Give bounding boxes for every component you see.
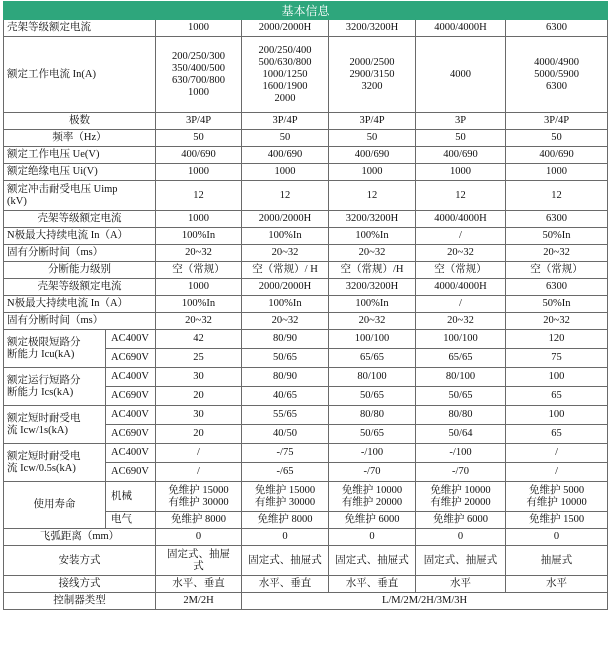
value-cell: 3200/3200H bbox=[329, 20, 416, 37]
value-cell: -/65 bbox=[242, 463, 329, 482]
sub-label: 机械 bbox=[106, 482, 156, 512]
value-cell: 120 bbox=[506, 330, 608, 349]
table-row bbox=[4, 130, 608, 147]
row-label: N极最大持续电流 In（A） bbox=[4, 228, 156, 245]
value-cell: 免维护 6000 bbox=[329, 512, 416, 529]
value-cell: 空（常规）/H bbox=[329, 262, 416, 279]
spec-table bbox=[3, 1, 608, 610]
row-label: 极数 bbox=[4, 113, 156, 130]
value-cell: 100%In bbox=[156, 296, 242, 313]
value-cell: 50 bbox=[242, 130, 329, 147]
value-cell: / bbox=[416, 228, 506, 245]
table-row bbox=[4, 181, 608, 211]
value-cell: 6300 bbox=[506, 279, 608, 296]
value-cell: 空（常规）/ H bbox=[242, 262, 329, 279]
row-label: 接线方式 bbox=[4, 576, 156, 593]
value-cell: 100/100 bbox=[329, 330, 416, 349]
sub-label: AC690V bbox=[106, 425, 156, 444]
value-cell: 水平 bbox=[506, 576, 608, 593]
value-cell: 免维护 15000 有维护 30000 bbox=[156, 482, 242, 512]
sub-label: AC400V bbox=[106, 406, 156, 425]
value-cell: / bbox=[506, 444, 608, 463]
value-cell: 65 bbox=[506, 425, 608, 444]
value-cell: 20~32 bbox=[242, 245, 329, 262]
value-cell: 0 bbox=[416, 529, 506, 546]
table-row bbox=[4, 482, 608, 512]
table-row bbox=[4, 147, 608, 164]
value-cell: 3P/4P bbox=[156, 113, 242, 130]
value-cell: 100%In bbox=[242, 296, 329, 313]
value-cell: 30 bbox=[156, 368, 242, 387]
value-cell: 12 bbox=[156, 181, 242, 211]
value-cell: 200/250/300 350/400/500 630/700/800 1000 bbox=[156, 37, 242, 113]
row-label: 固有分断时间（ms） bbox=[4, 313, 156, 330]
value-cell: 1000 bbox=[416, 164, 506, 181]
value-cell: 80/90 bbox=[242, 330, 329, 349]
value-cell: 100%In bbox=[329, 296, 416, 313]
sub-label: AC400V bbox=[106, 330, 156, 349]
value-cell: 50 bbox=[156, 130, 242, 147]
value-cell: 4000/4000H bbox=[416, 279, 506, 296]
value-cell: 50 bbox=[506, 130, 608, 147]
row-label: 壳架等级额定电流 bbox=[4, 279, 156, 296]
table-row bbox=[4, 164, 608, 181]
value-cell: 2000/2000H bbox=[242, 279, 329, 296]
row-label: 分断能力级别 bbox=[4, 262, 156, 279]
value-cell: 400/690 bbox=[242, 147, 329, 164]
value-cell: 水平 bbox=[416, 576, 506, 593]
value-cell: 12 bbox=[506, 181, 608, 211]
value-cell: 50/65 bbox=[242, 349, 329, 368]
row-label: 壳架等级额定电流 bbox=[4, 211, 156, 228]
value-cell: 1000 bbox=[506, 164, 608, 181]
table-row bbox=[4, 444, 608, 463]
value-cell: 80/100 bbox=[329, 368, 416, 387]
value-cell: 12 bbox=[242, 181, 329, 211]
row-label: 频率（Hz） bbox=[4, 130, 156, 147]
row-label: 额定绝缘电压 Ui(V) bbox=[4, 164, 156, 181]
value-cell: 100 bbox=[506, 406, 608, 425]
value-cell: 水平、垂直 bbox=[156, 576, 242, 593]
value-cell: 65 bbox=[506, 387, 608, 406]
table-row bbox=[4, 245, 608, 262]
sub-label: AC400V bbox=[106, 368, 156, 387]
value-cell: 80/90 bbox=[242, 368, 329, 387]
value-cell: 免维护 6000 bbox=[416, 512, 506, 529]
table-row bbox=[4, 576, 608, 593]
controller-value: L/M/2M/2H/3M/3H bbox=[242, 593, 608, 610]
row-label: 额定工作电流 In(A) bbox=[4, 37, 156, 113]
value-cell: 固定式、抽屉式 bbox=[242, 546, 329, 576]
controller-value: 2M/2H bbox=[156, 593, 242, 610]
value-cell: 20~32 bbox=[156, 313, 242, 330]
value-cell: 50%In bbox=[506, 296, 608, 313]
table-row bbox=[4, 330, 608, 349]
value-cell: 65/65 bbox=[329, 349, 416, 368]
group-label: 额定极限短路分 断能力 Icu(kA) bbox=[4, 330, 106, 368]
row-label: 壳架等级额定电流 bbox=[4, 20, 156, 37]
value-cell: 1000 bbox=[329, 164, 416, 181]
value-cell: 80/80 bbox=[416, 406, 506, 425]
value-cell: 1000 bbox=[156, 164, 242, 181]
value-cell: 50/65 bbox=[329, 425, 416, 444]
value-cell: 0 bbox=[506, 529, 608, 546]
value-cell: 20~32 bbox=[329, 245, 416, 262]
group-label: 额定短时耐受电 流 Icw/1s(kA) bbox=[4, 406, 106, 444]
value-cell: 空（常规） bbox=[156, 262, 242, 279]
table-row bbox=[4, 228, 608, 245]
value-cell: 2000/2000H bbox=[242, 211, 329, 228]
value-cell: 0 bbox=[242, 529, 329, 546]
value-cell: 2000/2000H bbox=[242, 20, 329, 37]
value-cell: 30 bbox=[156, 406, 242, 425]
value-cell: 20 bbox=[156, 387, 242, 406]
value-cell: / bbox=[156, 463, 242, 482]
value-cell: 25 bbox=[156, 349, 242, 368]
row-label: 额定工作电压 Ue(V) bbox=[4, 147, 156, 164]
table-row bbox=[4, 20, 608, 37]
value-cell: 12 bbox=[416, 181, 506, 211]
value-cell: 6300 bbox=[506, 20, 608, 37]
value-cell: 2000/2500 2900/3150 3200 bbox=[329, 37, 416, 113]
value-cell: 1000 bbox=[156, 279, 242, 296]
value-cell: 80/100 bbox=[416, 368, 506, 387]
value-cell: / bbox=[416, 296, 506, 313]
row-label: 安装方式 bbox=[4, 546, 156, 576]
table-row bbox=[4, 279, 608, 296]
table-row bbox=[4, 546, 608, 576]
value-cell: 20~32 bbox=[242, 313, 329, 330]
value-cell: 水平、垂直 bbox=[329, 576, 416, 593]
value-cell: 免维护 1500 bbox=[506, 512, 608, 529]
table-row bbox=[4, 37, 608, 113]
value-cell: 免维护 8000 bbox=[242, 512, 329, 529]
value-cell: 100%In bbox=[242, 228, 329, 245]
value-cell: 免维护 15000 有维护 30000 bbox=[242, 482, 329, 512]
value-cell: 空（常规） bbox=[416, 262, 506, 279]
value-cell: 200/250/400 500/630/800 1000/1250 1600/1900 2000 bbox=[242, 37, 329, 113]
value-cell: -/70 bbox=[329, 463, 416, 482]
value-cell: 12 bbox=[329, 181, 416, 211]
value-cell: 0 bbox=[156, 529, 242, 546]
row-label: 飞弧距离（mm） bbox=[4, 529, 156, 546]
row-label: 额定冲击耐受电压 Uimp (kV) bbox=[4, 181, 156, 211]
value-cell: 80/80 bbox=[329, 406, 416, 425]
sub-label: AC400V bbox=[106, 444, 156, 463]
value-cell: 400/690 bbox=[416, 147, 506, 164]
value-cell: 65/65 bbox=[416, 349, 506, 368]
value-cell: 50 bbox=[329, 130, 416, 147]
value-cell: 100%In bbox=[329, 228, 416, 245]
value-cell: 40/50 bbox=[242, 425, 329, 444]
value-cell: 400/690 bbox=[506, 147, 608, 164]
value-cell: 100/100 bbox=[416, 330, 506, 349]
table-row bbox=[4, 529, 608, 546]
value-cell: 免维护 10000 有维护 20000 bbox=[329, 482, 416, 512]
value-cell: 20~32 bbox=[506, 313, 608, 330]
sub-label: AC690V bbox=[106, 349, 156, 368]
value-cell: 4000 bbox=[416, 37, 506, 113]
group-label: 使用寿命 bbox=[4, 482, 106, 529]
value-cell: 75 bbox=[506, 349, 608, 368]
value-cell: 1000 bbox=[156, 20, 242, 37]
value-cell: 3200/3200H bbox=[329, 279, 416, 296]
sub-label: AC690V bbox=[106, 387, 156, 406]
value-cell: 100%In bbox=[156, 228, 242, 245]
table-row bbox=[4, 368, 608, 387]
spec-sheet bbox=[3, 1, 607, 610]
sub-label: AC690V bbox=[106, 463, 156, 482]
value-cell: 1000 bbox=[242, 164, 329, 181]
table-row bbox=[4, 313, 608, 330]
value-cell: 空（常规） bbox=[506, 262, 608, 279]
value-cell: 50%In bbox=[506, 228, 608, 245]
value-cell: / bbox=[506, 463, 608, 482]
value-cell: 1000 bbox=[156, 211, 242, 228]
value-cell: 50/64 bbox=[416, 425, 506, 444]
value-cell: 3200/3200H bbox=[329, 211, 416, 228]
table-row bbox=[4, 211, 608, 228]
value-cell: 3P/4P bbox=[506, 113, 608, 130]
value-cell: 固定式、抽屉 式 bbox=[156, 546, 242, 576]
value-cell: 0 bbox=[329, 529, 416, 546]
value-cell: -/100 bbox=[416, 444, 506, 463]
value-cell: 400/690 bbox=[329, 147, 416, 164]
value-cell: 6300 bbox=[506, 211, 608, 228]
value-cell: / bbox=[156, 444, 242, 463]
row-label: 控制器类型 bbox=[4, 593, 156, 610]
value-cell: 水平、垂直 bbox=[242, 576, 329, 593]
value-cell: -/75 bbox=[242, 444, 329, 463]
table-row bbox=[4, 262, 608, 279]
value-cell: 20~32 bbox=[506, 245, 608, 262]
table-row bbox=[4, 113, 608, 130]
value-cell: 55/65 bbox=[242, 406, 329, 425]
table-row bbox=[4, 296, 608, 313]
value-cell: 20~32 bbox=[416, 313, 506, 330]
row-label: N极最大持续电流 In（A） bbox=[4, 296, 156, 313]
value-cell: 20~32 bbox=[329, 313, 416, 330]
value-cell: 40/65 bbox=[242, 387, 329, 406]
group-label: 额定运行短路分 断能力 Ics(kA) bbox=[4, 368, 106, 406]
value-cell: 3P/4P bbox=[329, 113, 416, 130]
value-cell: 固定式、抽屉式 bbox=[416, 546, 506, 576]
group-label: 额定短时耐受电 流 Icw/0.5s(kA) bbox=[4, 444, 106, 482]
value-cell: 50/65 bbox=[416, 387, 506, 406]
value-cell: 4000/4900 5000/5900 6300 bbox=[506, 37, 608, 113]
value-cell: 50 bbox=[416, 130, 506, 147]
value-cell: 固定式、抽屉式 bbox=[329, 546, 416, 576]
sub-label: 电气 bbox=[106, 512, 156, 529]
value-cell: 免维护 5000 有维护 10000 bbox=[506, 482, 608, 512]
value-cell: 4000/4000H bbox=[416, 20, 506, 37]
value-cell: 20~32 bbox=[156, 245, 242, 262]
value-cell: 50/65 bbox=[329, 387, 416, 406]
value-cell: 3P/4P bbox=[242, 113, 329, 130]
value-cell: 20~32 bbox=[416, 245, 506, 262]
table-row bbox=[4, 406, 608, 425]
table-title: 基本信息 bbox=[4, 2, 608, 20]
value-cell: 100 bbox=[506, 368, 608, 387]
row-label: 固有分断时间（ms） bbox=[4, 245, 156, 262]
value-cell: 20 bbox=[156, 425, 242, 444]
value-cell: 42 bbox=[156, 330, 242, 349]
value-cell: 抽屉式 bbox=[506, 546, 608, 576]
value-cell: 4000/4000H bbox=[416, 211, 506, 228]
value-cell: 免维护 10000 有维护 20000 bbox=[416, 482, 506, 512]
value-cell: 免维护 8000 bbox=[156, 512, 242, 529]
value-cell: 3P bbox=[416, 113, 506, 130]
value-cell: -/70 bbox=[416, 463, 506, 482]
value-cell: -/100 bbox=[329, 444, 416, 463]
table-row bbox=[4, 593, 608, 610]
value-cell: 400/690 bbox=[156, 147, 242, 164]
